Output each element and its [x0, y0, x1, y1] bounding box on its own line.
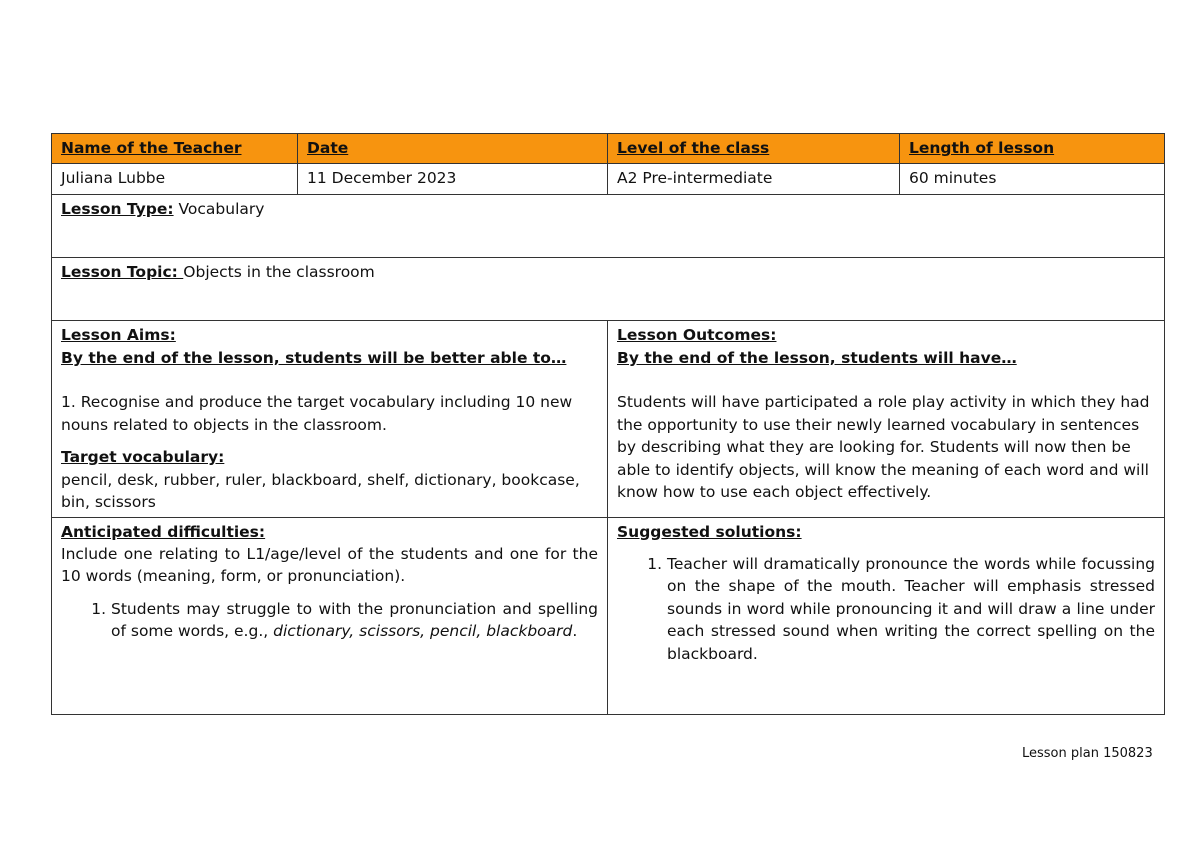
level-header: Level of the class	[608, 134, 900, 164]
vocab-list: pencil, desk, rubber, ruler, blackboard, shelf, dictionary, bookcase, bin, scissors	[61, 470, 580, 512]
difficulties-solutions-row	[52, 517, 1165, 714]
difficulty-examples: dictionary, scissors, pencil, blackboard	[273, 622, 573, 641]
lesson-type-value: Vocabulary	[178, 200, 265, 219]
aims-cell	[52, 321, 608, 517]
solutions-title: Suggested solutions:	[617, 522, 802, 541]
difficulties-title: Anticipated difficulties:	[61, 522, 266, 541]
header-row	[52, 134, 1165, 164]
difficulties-cell	[52, 517, 608, 714]
lesson-type-label: Lesson Type:	[61, 200, 174, 219]
outcomes-cell	[608, 321, 1165, 517]
teacher-header: Name of the Teacher	[52, 134, 298, 164]
outcomes-subtitle: By the end of the lesson, students will have…	[617, 348, 1017, 367]
page-footer: Lesson plan 150823	[1022, 746, 1153, 761]
solutions-cell	[608, 517, 1165, 714]
difficulties-intro: Include one relating to L1/age/level of the students and one for the 10 words (meaning, form, or pronunciation).	[61, 545, 598, 586]
aims-title: Lesson Aims:	[61, 326, 176, 345]
date-header: Date	[298, 134, 608, 164]
outcomes-text: Students will have participated a role play activity in which they had the opportunity to use their newly learned vocabulary in sentences by describing what they are looking for. Students will now then be able to identify objects, will know the meaning of each word and will know how to use each object effectively.	[617, 393, 1150, 502]
lesson-type-cell	[52, 195, 1165, 258]
lesson-plan-table	[51, 133, 1165, 715]
difficulty-item-1: 1. Students may struggle to with the pronunciation and spelling of some words, e.g., dictionary, scissors, pencil, blackboard.	[111, 598, 598, 643]
outcomes-title: Lesson Outcomes:	[617, 326, 777, 345]
solutions-list	[617, 553, 1155, 665]
lesson-topic-label: Lesson Topic:	[61, 263, 184, 282]
lesson-topic-cell	[52, 258, 1165, 321]
lesson-type-row	[52, 195, 1165, 258]
difficulties-list	[61, 598, 598, 643]
solution-item-1: 1. Teacher will dramatically pronounce the words while focussing on the shape of the mouth. Teacher will emphasis stressed sounds in word while pronouncing it and will draw a line under each stressed sound when writing the correct spelling on the blackboard.	[667, 553, 1155, 665]
lesson-topic-value: Objects in the classroom	[183, 263, 375, 282]
aims-outcomes-row	[52, 321, 1165, 517]
length-value: 60 minutes	[900, 164, 1165, 195]
date-value: 11 December 2023	[298, 164, 608, 195]
info-row	[52, 164, 1165, 195]
teacher-value: Juliana Lubbe	[52, 164, 298, 195]
length-header: Length of lesson	[900, 134, 1165, 164]
vocab-title: Target vocabulary:	[61, 448, 225, 467]
level-value: A2 Pre-intermediate	[608, 164, 900, 195]
lesson-topic-row	[52, 258, 1165, 321]
aims-item-1: 1. Recognise and produce the target vocabulary including 10 new nouns related to objects in the classroom.	[61, 393, 573, 434]
aims-subtitle: By the end of the lesson, students will be better able to…	[61, 348, 567, 367]
